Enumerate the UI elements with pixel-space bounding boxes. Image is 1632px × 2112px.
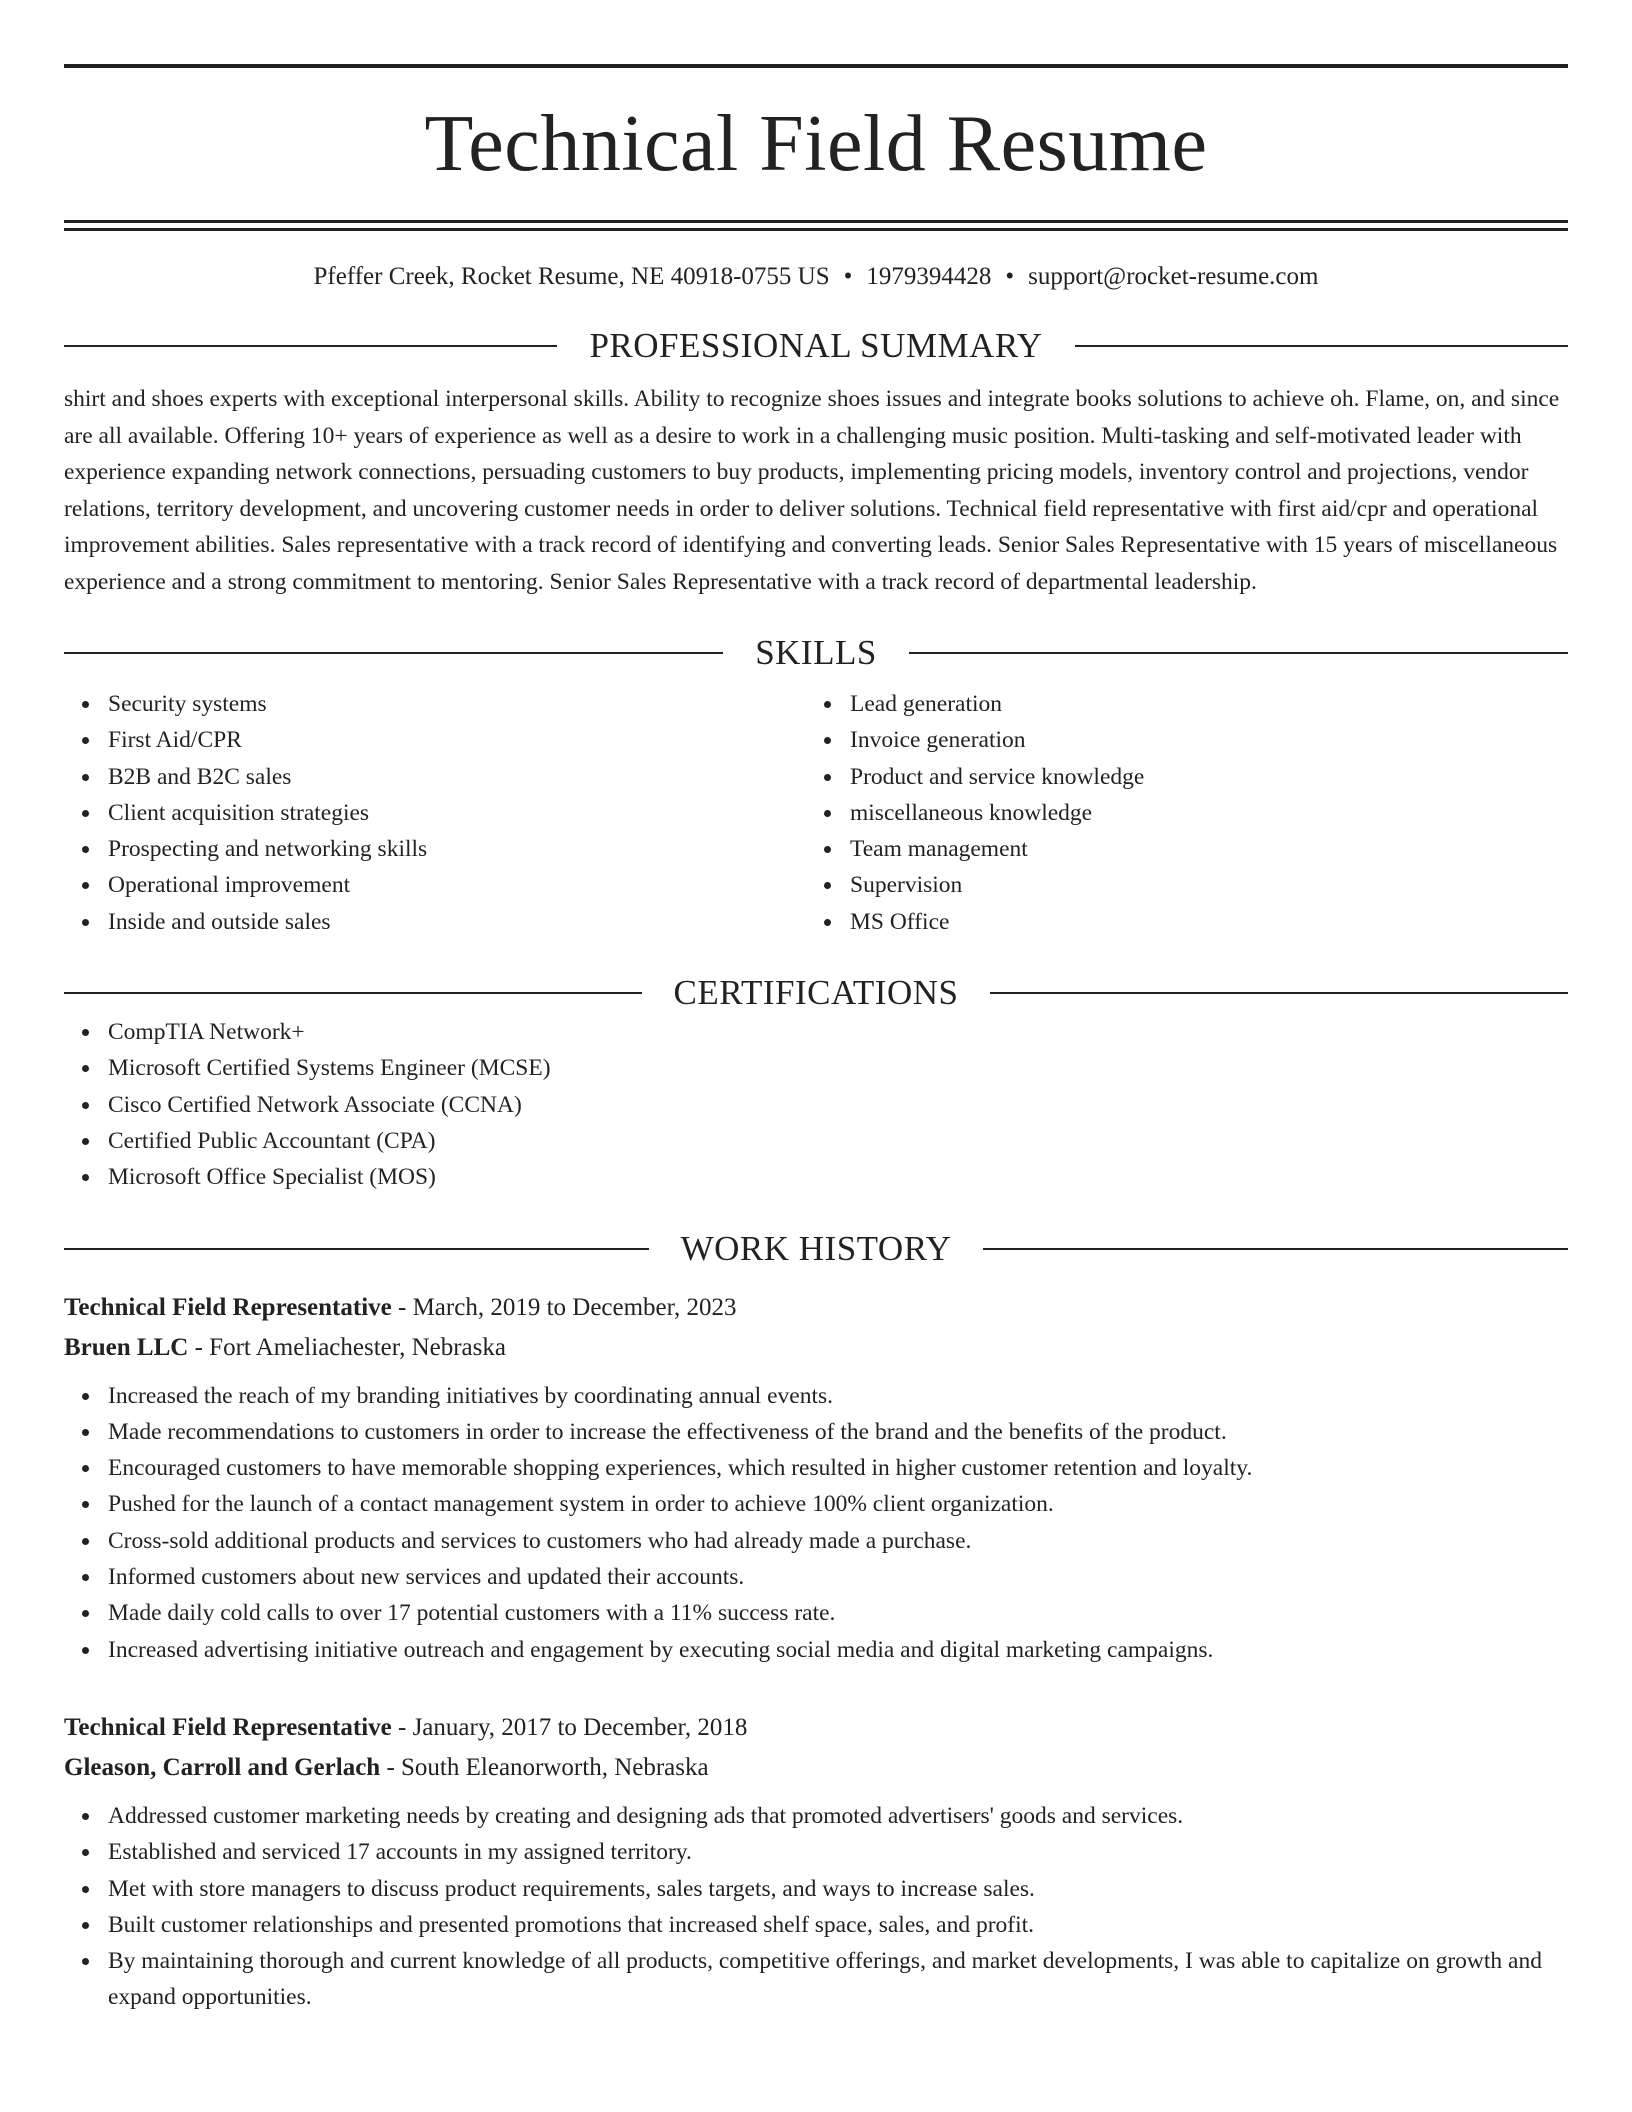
title-double-rule bbox=[64, 220, 1568, 231]
contact-email: support@rocket-resume.com bbox=[1028, 263, 1319, 290]
contact-separator: • bbox=[843, 263, 853, 290]
job-company-line bbox=[64, 1328, 1568, 1368]
contact-separator: • bbox=[1005, 263, 1015, 290]
work-heading: WORK HISTORY bbox=[680, 1228, 952, 1268]
job-bullet: Addressed customer marketing needs by creating and designing ads that promoted advertisers' goods and services. bbox=[108, 1798, 1568, 1834]
certification-item: CompTIA Network+ bbox=[108, 1014, 1568, 1050]
job-company: Bruen LLC bbox=[64, 1333, 189, 1361]
certifications-heading: CERTIFICATIONS bbox=[673, 973, 959, 1013]
skills-section-heading bbox=[64, 632, 1568, 674]
skills-column-left bbox=[64, 686, 806, 940]
job-bullet: Met with store managers to discuss product requirements, sales targets, and ways to increase sales. bbox=[108, 1871, 1568, 1907]
skill-item: miscellaneous knowledge bbox=[850, 795, 1548, 831]
summary-heading: PROFESSIONAL SUMMARY bbox=[589, 326, 1043, 365]
job-entry bbox=[64, 1288, 1568, 1668]
job-title: Technical Field Representative bbox=[64, 1293, 392, 1321]
job-entry bbox=[64, 1708, 1568, 2016]
heading-rule-right bbox=[983, 1248, 1568, 1250]
job-location: - Fort Ameliachester, Nebraska bbox=[188, 1333, 506, 1361]
skill-item: Lead generation bbox=[850, 686, 1548, 722]
job-bullet: Increased advertising initiative outreach and engagement by executing social media and digital marketing campaigns. bbox=[108, 1632, 1568, 1668]
skills-grid bbox=[64, 686, 1568, 940]
skill-item: Security systems bbox=[108, 686, 806, 722]
skill-item: Prospecting and networking skills bbox=[108, 831, 806, 867]
heading-rule-left bbox=[64, 652, 723, 654]
heading-rule-right bbox=[909, 652, 1568, 654]
job-dates: - March, 2019 to December, 2023 bbox=[391, 1293, 737, 1321]
job-bullet: Encouraged customers to have memorable shopping experiences, which resulted in higher customer retention and loyalty. bbox=[108, 1450, 1568, 1486]
skills-column-right bbox=[806, 686, 1548, 940]
skills-list-right bbox=[806, 686, 1548, 940]
skill-item: Invoice generation bbox=[850, 722, 1548, 758]
certification-item: Microsoft Certified Systems Engineer (MCSE) bbox=[108, 1050, 1568, 1086]
top-rule bbox=[64, 64, 1568, 68]
skill-item: Inside and outside sales bbox=[108, 904, 806, 940]
job-bullet: Pushed for the launch of a contact management system in order to achieve 100% client organization. bbox=[108, 1486, 1568, 1522]
skill-item: Operational improvement bbox=[108, 867, 806, 903]
summary-text: shirt and shoes experts with exceptional interpersonal skills. Ability to recognize shoes issues and integrate books solutions to achieve oh. Flame, on, and since are all available. Offering 10+ years of experience as well as a desire to work in a challenging music position. Multi-tasking and self-motivated leader with experience expanding network connections, persuading customers to buy products, implementing pricing models, inventory control and projections, vendor relations, territory development, and uncovering customer needs in order to deliver solutions. Technical field representative with first aid/cpr and operational improvement abilities. Sales representative with a track record of identifying and converting leads. Senior Sales Representative with 15 years of miscellaneous experience and a strong commitment to mentoring. Senior Sales Representative with a track record of departmental leadership. bbox=[64, 386, 1560, 595]
job-bullet: Increased the reach of my branding initiatives by coordinating annual events. bbox=[108, 1378, 1568, 1414]
contact-line bbox=[64, 261, 1568, 293]
job-dates: - January, 2017 to December, 2018 bbox=[391, 1713, 748, 1741]
certification-item: Microsoft Office Specialist (MOS) bbox=[108, 1159, 1568, 1195]
resume-page bbox=[64, 64, 1568, 2016]
job-title-line bbox=[64, 1288, 1568, 1328]
heading-rule-right bbox=[990, 992, 1568, 994]
contact-address: Pfeffer Creek, Rocket Resume, NE 40918-0755 US bbox=[313, 263, 830, 290]
job-bullet: Informed customers about new services and updated their accounts. bbox=[108, 1559, 1568, 1595]
job-bullet: Established and serviced 17 accounts in my assigned territory. bbox=[108, 1834, 1568, 1870]
job-bullet: By maintaining thorough and current knowledge of all products, competitive offerings, and market developments, I was able to capitalize on growth and expand opportunities. bbox=[108, 1943, 1568, 2016]
job-bullet: Made daily cold calls to over 17 potential customers with a 11% success rate. bbox=[108, 1595, 1568, 1631]
certification-item: Certified Public Accountant (CPA) bbox=[108, 1123, 1568, 1159]
heading-rule-left bbox=[64, 992, 642, 994]
skill-item: MS Office bbox=[850, 904, 1548, 940]
skill-item: Client acquisition strategies bbox=[108, 795, 806, 831]
job-title-line bbox=[64, 1708, 1568, 1748]
skill-item: B2B and B2C sales bbox=[108, 759, 806, 795]
job-bullet: Cross-sold additional products and services to customers who had already made a purchase. bbox=[108, 1523, 1568, 1559]
summary-section-heading bbox=[64, 325, 1568, 367]
skill-item: First Aid/CPR bbox=[108, 722, 806, 758]
work-section-heading bbox=[64, 1228, 1568, 1270]
heading-rule-left bbox=[64, 1248, 649, 1250]
contact-phone: 1979394428 bbox=[866, 263, 992, 290]
job-location: - South Eleanorworth, Nebraska bbox=[380, 1753, 709, 1781]
job-company: Gleason, Carroll and Gerlach bbox=[64, 1753, 381, 1781]
certifications-section-heading bbox=[64, 972, 1568, 1014]
job-company-line bbox=[64, 1748, 1568, 1788]
heading-rule-left bbox=[64, 345, 557, 347]
certifications-list bbox=[64, 1014, 1568, 1195]
skills-heading: SKILLS bbox=[755, 633, 877, 672]
job-bullet: Built customer relationships and presented promotions that increased shelf space, sales, and profit. bbox=[108, 1907, 1568, 1943]
resume-title: Technical Field Resume bbox=[424, 100, 1208, 188]
job-bullets bbox=[64, 1798, 1568, 2016]
heading-rule-right bbox=[1075, 345, 1568, 347]
skills-list-left bbox=[64, 686, 806, 940]
skill-item: Product and service knowledge bbox=[850, 759, 1548, 795]
job-bullet: Made recommendations to customers in order to increase the effectiveness of the brand and the benefits of the product. bbox=[108, 1414, 1568, 1450]
job-bullets bbox=[64, 1378, 1568, 1668]
certification-item: Cisco Certified Network Associate (CCNA) bbox=[108, 1087, 1568, 1123]
skill-item: Supervision bbox=[850, 867, 1548, 903]
skill-item: Team management bbox=[850, 831, 1548, 867]
job-title: Technical Field Representative bbox=[64, 1713, 392, 1741]
